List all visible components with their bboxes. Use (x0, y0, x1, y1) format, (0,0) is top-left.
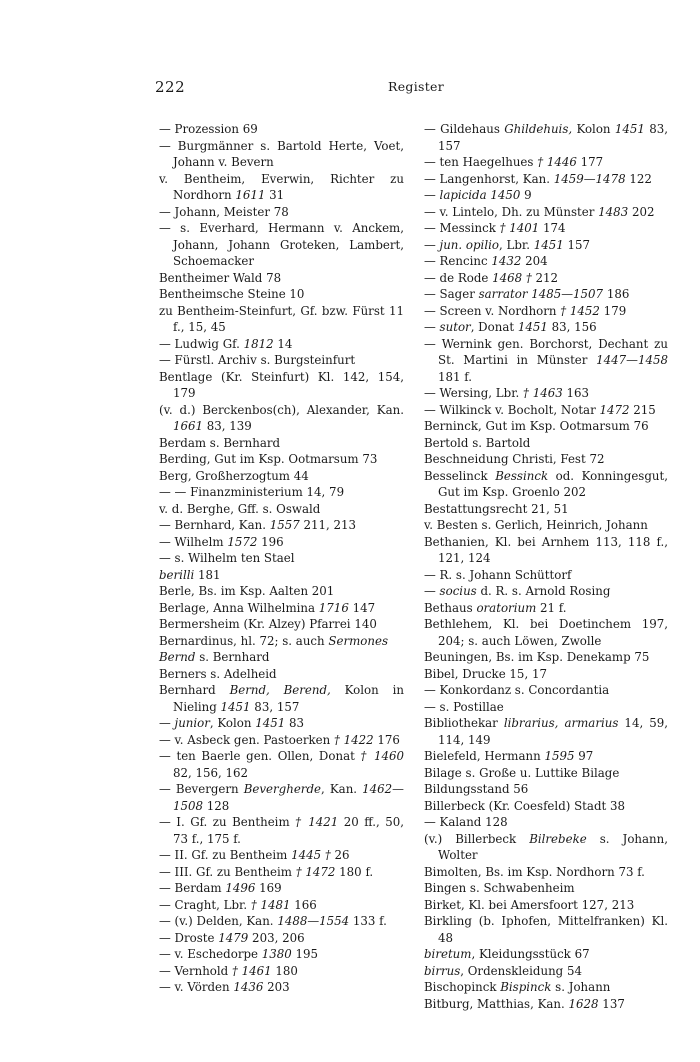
index-entry: Bestattungsrecht 21, 51 (424, 501, 569, 516)
index-entry: — Kaland 128 (424, 815, 508, 829)
index-entry: Berdam s. Bernhard (159, 435, 281, 450)
index-entry: Bethaus oratorium 21 f. (424, 600, 567, 615)
index-column-right (424, 121, 668, 1012)
index-entry: Bielefeld, Hermann 1595 97 (424, 749, 594, 763)
index-entry: Berle, Bs. im Ksp. Aalten 201 (159, 584, 335, 598)
index-entry: — Wersing, Lbr. † 1463 163 (424, 386, 589, 400)
index-entry: Bibel, Drucke 15, 17 (424, 666, 547, 681)
index-entry: Bingen s. Schwabenheim (424, 881, 575, 895)
index-entry: Bimolten, Bs. im Ksp. Nordhorn 73 f. (424, 864, 645, 879)
index-entry: — v. Lintelo, Dh. zu Münster 1483 202 (424, 204, 655, 219)
index-entry: Bernd s. Bernhard (159, 650, 270, 664)
index-entry: Bethanien, Kl. bei Arnhem 113, 118 f., 121, 124 (424, 534, 668, 565)
index-entry: Bildungsstand 56 (424, 782, 529, 796)
index-entry: Bermersheim (Kr. Alzey) Pfarrei 140 (159, 617, 377, 631)
index-entry: — v. Asbeck gen. Pastoerken † 1422 176 (159, 732, 400, 747)
index-entry: — I. Gf. zu Bentheim † 1421 20 ff., 50, 73 f., 175 f. (159, 815, 405, 846)
index-entry: — Droste 1479 203, 206 (159, 930, 305, 945)
index-entry: Bilage s. Große u. Luttike Bilage (424, 765, 620, 780)
index-entry: (v.) Billerbeck Bilrebeke s. Johann, Wolter (424, 831, 668, 862)
index-entry: — v. Eschedorpe 1380 195 (159, 947, 319, 961)
index-entry: v. d. Berghe, Gff. s. Oswald (159, 501, 321, 516)
index-entry: Bernardinus, hl. 72; s. auch Sermones (159, 633, 389, 648)
index-entry: Bibliothekar librarius, armarius 14, 59, 114, 149 (424, 716, 668, 747)
index-entry: — v. Vörden 1436 203 (159, 980, 290, 994)
index-entry: — Vernhold † 1461 180 (159, 963, 298, 978)
index-entry: Bentheimsche Steine 10 (159, 287, 305, 301)
index-entry: — Burgmänner s. Bartold Herte, Voet, Johann v. Bevern (159, 138, 404, 169)
index-entry: Beschneidung Christi, Fest 72 (424, 452, 605, 466)
index-entry: — Gildehaus Ghildehuis, Kolon 1451 83, 157 (424, 122, 668, 153)
index-column-left (159, 121, 404, 996)
index-entry: Bethlehem, Kl. bei Doetinchem 197, 204; s. auch Löwen, Zwolle (424, 617, 668, 648)
index-entry: Berninck, Gut im Ksp. Ootmarsum 76 (424, 419, 649, 433)
index-entry: — Craght, Lbr. † 1481 166 (159, 897, 317, 912)
index-entry: — ten Baerle gen. Ollen, Donat † 1460 82, 156, 162 (159, 749, 405, 780)
index-entry: — Berdam 1496 169 (159, 881, 282, 895)
index-entry: — Messinck † 1401 174 (424, 221, 566, 235)
index-entry: — Screen v. Nordhorn † 1452 179 (424, 303, 627, 318)
index-entry: Birket, Kl. bei Amersfoort 127, 213 (424, 897, 635, 912)
index-entry: v. Besten s. Gerlich, Heinrich, Johann (424, 518, 648, 532)
index-entry: Bernhard Bernd, Berend, Kolon in Nieling 1451 83, 157 (159, 683, 404, 714)
index-entry: Bentheimer Wald 78 (159, 270, 282, 285)
index-entry: — — Finanzministerium 14, 79 (159, 485, 345, 499)
index-entry: — III. Gf. zu Bentheim † 1472 180 f. (159, 864, 374, 879)
index-entry: — Bernhard, Kan. 1557 211, 213 (159, 518, 357, 532)
index-entry: — Langenhorst, Kan. 1459—1478 122 (424, 171, 652, 186)
index-entry: — Konkordanz s. Concordantia (424, 683, 610, 697)
index-entry: Birkling (b. Iphofen, Mittelfranken) Kl. 48 (424, 914, 668, 945)
index-entry: v. Bentheim, Everwin, Richter zu Nordhorn 1611 31 (159, 171, 404, 202)
index-entry: — junior, Kolon 1451 83 (159, 716, 305, 730)
index-entry: Beuningen, Bs. im Ksp. Denekamp 75 (424, 650, 650, 664)
index-entry: — s. Postillae (424, 699, 504, 714)
index-entry: — lapicida 1450 9 (424, 188, 532, 202)
index-entry: — Bevergern Bevergherde, Kan. 1462—1508 128 (159, 782, 404, 813)
index-entry: berilli 181 (159, 567, 221, 582)
index-entry: — s. Wilhelm ten Stael (159, 551, 295, 565)
index-entry: — R. s. Johann Schüttorf (424, 567, 572, 582)
index-entry: — Fürstl. Archiv s. Burgsteinfurt (159, 353, 356, 367)
page-number: 222 (155, 78, 186, 96)
index-entry: Bischopinck Bispinck s. Johann (424, 980, 611, 994)
index-entry: birrus, Ordenskleidung 54 (424, 963, 582, 978)
index-entry: (v. d.) Berckenbos(ch), Alexander, Kan. 1661 83, 139 (159, 402, 404, 433)
index-entry: — II. Gf. zu Bentheim 1445 † 26 (159, 848, 350, 862)
index-entry: — Prozession 69 (159, 122, 258, 136)
index-entry: Berding, Gut im Ksp. Ootmarsum 73 (159, 452, 378, 466)
index-entry: Bitburg, Matthias, Kan. 1628 137 (424, 996, 625, 1011)
index-entry: — de Rode 1468 † 212 (424, 270, 559, 285)
index-entry: — Wilkinck v. Bocholt, Notar 1472 215 (424, 402, 656, 417)
index-entry: Bertold s. Bartold (424, 435, 531, 450)
index-entry: — jun. opilio, Lbr. 1451 157 (424, 237, 591, 252)
index-entry: — Wernink gen. Borchorst, Dechant zu St. Martini in Münster 1447—1458 181 f. (424, 336, 668, 384)
index-entry: — (v.) Delden, Kan. 1488—1554 133 f. (159, 914, 387, 928)
index-entry: zu Bentheim-Steinfurt, Gf. bzw. Fürst 11 f., 15, 45 (159, 303, 404, 334)
index-entry: — Rencinc 1432 204 (424, 254, 548, 268)
index-entry: Berlage, Anna Wilhelmina 1716 147 (159, 600, 376, 615)
index-entry: Berners s. Adelheid (159, 666, 277, 681)
index-entry: — sutor, Donat 1451 83, 156 (424, 320, 597, 334)
index-entry: — s. Everhard, Hermann v. Anckem, Johann, Johann Groteken, Lambert, Schoemacker (159, 221, 404, 268)
index-entry: Bentlage (Kr. Steinfurt) Kl. 142, 154, 179 (159, 369, 404, 400)
index-entry: — Johann, Meister 78 (159, 204, 289, 219)
index-entry: — Ludwig Gf. 1812 14 (159, 336, 293, 351)
index-entry: — Wilhelm 1572 196 (159, 534, 284, 549)
index-entry: Besselinck Bessinck od. Konningesgut, Gut im Ksp. Groenlo 202 (424, 468, 669, 499)
index-entry: — Sager sarrator 1485—1507 186 (424, 287, 630, 301)
index-entry: Billerbeck (Kr. Coesfeld) Stadt 38 (424, 798, 626, 813)
index-entry: biretum, Kleidungsstück 67 (424, 947, 590, 961)
index-entry: — socius d. R. s. Arnold Rosing (424, 584, 611, 598)
running-head: Register (388, 79, 445, 94)
index-entry: Berg, Großherzogtum 44 (159, 468, 309, 483)
index-entry: — ten Haegelhues † 1446 177 (424, 155, 604, 169)
